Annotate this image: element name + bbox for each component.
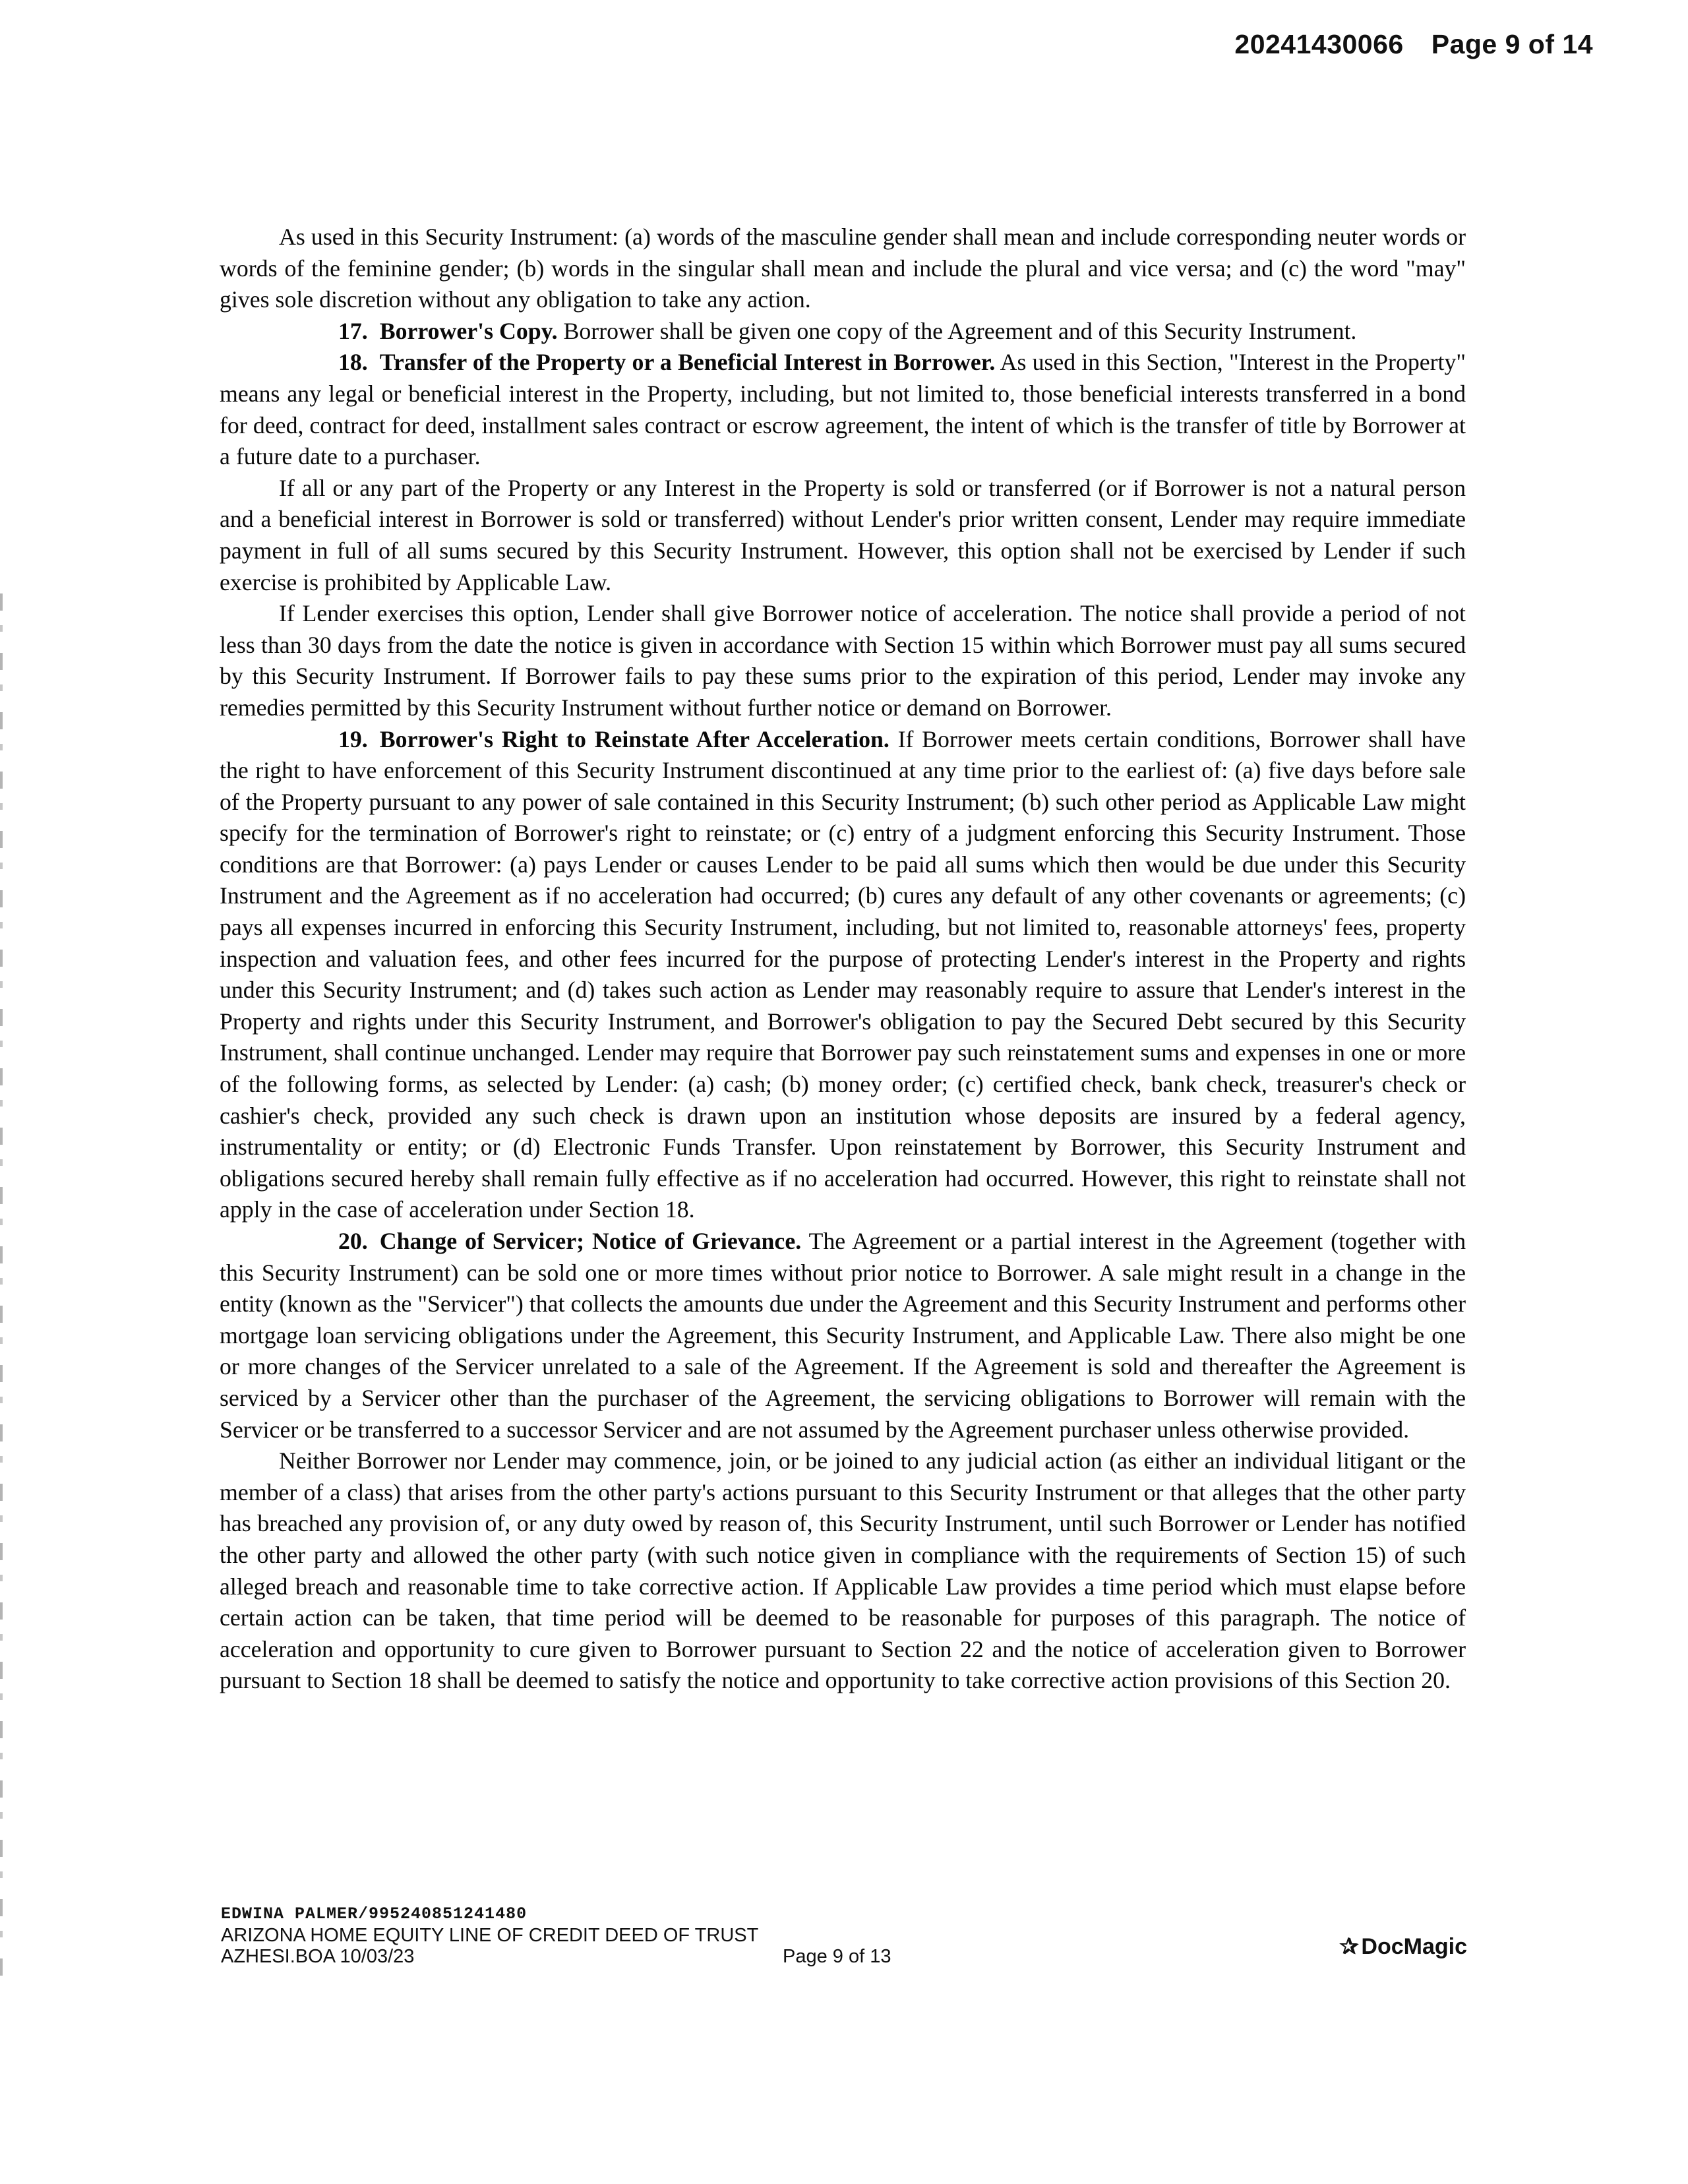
form-code: AZHESI.BOA 10/03/23 <box>221 1946 415 1967</box>
docmagic-logo <box>1340 1933 1467 1960</box>
recording-number: 20241430066 <box>1234 29 1404 59</box>
section-18 <box>220 347 1466 472</box>
section-17-text: Borrower shall be given one copy of the Agreement and of this Security Instrument. <box>563 317 1357 344</box>
section-17-number: 17. <box>338 317 368 344</box>
section-18-paragraph-2: If all or any part of the Property or any Interest in the Property is sold or transferred (or if Borrower is not a natural person and a beneficial interest in Borrower is sold or transferred) without Lender's prior written consent, Lender may require immediate payment in full of all sums secured by this Security Instrument. However, this option shall not be exercised by Lender if such exercise is prohibited by Applicable Law. <box>220 474 1466 595</box>
star-icon: ✰ <box>1339 1934 1359 1959</box>
section-19-text: If Borrower meets certain conditions, Borrower shall have the right to have enforcement of this Security Instrument discontinued at any time prior to the earliest of: (a) five days before sale of the Property pursuant to any power of sale contained in this Security Instrument; (b) such other period as Applicable Law might specify for the termination of Borrower's right to reinstate; or (c) entry of a judgment enforcing this Security Instrument. Those conditions are that Borrower: (a) pays Lender or causes Lender to be paid all sums which then would be due under this Security Instrument and the Agreement as if no acceleration had occurred; (b) cures any default of any other covenants or agreements; (c) pays all expenses incurred in enforcing this Security Instrument, including, but not limited to, reasonable attorneys' fees, property inspection and valuation fees, and other fees incurred for the purpose of protecting Lender's interest in the Property and rights under this Security Instrument; and (d) takes such action as Lender may reasonably require to assure that Lender's interest in the Property and rights under this Security Instrument, and Borrower's obligation to pay the Secured Debt secured by this Security Instrument, shall continue unchanged. Lender may require that Borrower pay such reinstatement sums and expenses in one or more of the following forms, as selected by Lender: (a) cash; (b) money order; (c) certified check, bank check, treasurer's check or cashier's check, provided any such check is drawn upon an institution whose deposits are insured by a federal agency, instrumentality or entity; or (d) Electronic Funds Transfer. Upon reinstatement by Borrower, this Security Instrument and obligations secured hereby shall remain fully effective as if no acceleration had occurred. However, this right to reinstate shall not apply in the case of acceleration under Section 18. <box>220 725 1466 1223</box>
form-page-number: Page 9 of 13 <box>783 1946 891 1967</box>
intro-paragraph: As used in this Security Instrument: (a) words of the masculine gender shall mean and include corresponding neuter words or words of the feminine gender; (b) words in the singular shall mean and include the plural and vice versa; and (c) the word "may" gives sole discretion without any obligation to take any action. <box>220 224 1466 313</box>
form-code-row <box>221 1946 1467 1968</box>
document-body <box>220 222 1466 1697</box>
section-19-number: 19. <box>338 725 368 752</box>
section-17-heading: Borrower's Copy. <box>379 317 558 344</box>
scan-margin-marks <box>0 593 3 1978</box>
section-18-number: 18. <box>338 349 368 376</box>
section-19-heading: Borrower's Right to Reinstate After Acceleration. <box>379 725 889 752</box>
section-20-text: The Agreement or a partial interest in the Agreement (together with this Security Instrument) can be sold one or more times without prior notice to Borrower. A sale might result in a change in the entity (known as the "Servicer") that collects the amounts due under the Agreement and this Security Instrument and performs other mortgage loan servicing obligations under the Agreement, this Security Instrument, and Applicable Law. There also might be one or more changes of the Servicer unrelated to a sale of the Agreement. If the Agreement is sold and thereafter the Agreement is serviced by a Servicer other than the purchaser of the Agreement, the servicing obligations to Borrower will remain with the Servicer or be transferred to a successor Servicer and are not assumed by the Agreement purchaser unless otherwise provided. <box>220 1228 1466 1443</box>
recording-header <box>1234 29 1593 60</box>
borrower-loan-id: EDWINA PALMER/995240851241480 <box>221 1904 528 1924</box>
section-18-text: As used in this Section, "Interest in the Property" means any legal or beneficial interest in the Property, including, but not limited to, those beneficial interests transferred in a bond for deed, contract for deed, installment sales contract or escrow agreement, the intent of which is the transfer of title by Borrower at a future date to a purchaser. <box>220 349 1466 470</box>
section-20-paragraph-2: Neither Borrower nor Lender may commence, join, or be joined to any judicial action (as either an individual litigant or the member of a class) that arises from the other party's actions pursuant to this Security Instrument or that alleges that the other party has breached any provision of, or any duty owed by reason of, this Security Instrument, until such Borrower or Lender has notified the other party and allowed the other party (with such notice given in compliance with the requirements of Section 15) of such alleged breach and reasonable time to take corrective action. If Applicable Law provides a time period which must elapse before certain action can be taken, that time period will be deemed to be reasonable for purposes of this paragraph. The notice of acceleration and opportunity to cure given to Borrower pursuant to Section 22 and the notice of acceleration given to Borrower pursuant to Section 18 shall be deemed to satisfy the notice and opportunity to take corrective action provisions of this Section 20. <box>220 1447 1466 1694</box>
section-20-number: 20. <box>338 1228 368 1254</box>
form-title: ARIZONA HOME EQUITY LINE OF CREDIT DEED OF TRUST <box>221 1925 759 1946</box>
section-17 <box>220 316 1466 348</box>
docmagic-brand: DocMagic <box>1361 1934 1467 1959</box>
section-18-heading: Transfer of the Property or a Beneficial Interest in Borrower. <box>379 349 996 376</box>
section-19 <box>220 724 1466 1227</box>
recording-page-label: Page 9 of 14 <box>1431 29 1593 59</box>
section-18-paragraph-3: If Lender exercises this option, Lender shall give Borrower notice of acceleration. The notice shall provide a period of not less than 30 days from the date the notice is given in accordance with Section 15 within which Borrower must pay all sums secured by this Security Instrument. If Borrower fails to pay these sums prior to the expiration of this period, Lender may invoke any remedies permitted by this Security Instrument without further notice or demand on Borrower. <box>220 600 1466 721</box>
section-20-heading: Change of Servicer; Notice of Grievance. <box>379 1228 802 1254</box>
section-20 <box>220 1226 1466 1445</box>
document-footer <box>221 1904 1467 1968</box>
